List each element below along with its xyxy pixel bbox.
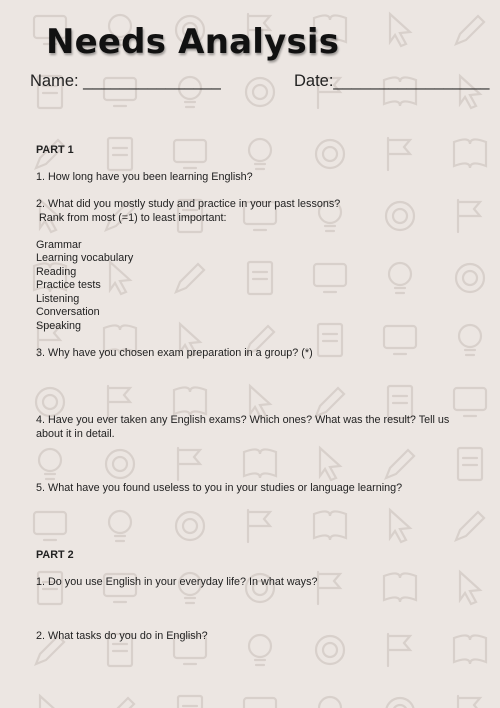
- ranking-option-reading: Reading: [36, 265, 77, 278]
- ranking-option-vocabulary: Learning vocabulary: [36, 252, 134, 264]
- part1-question-4-continued: about it in detail.: [36, 427, 115, 440]
- part1-heading: PART 1: [36, 144, 74, 156]
- part2-heading: PART 2: [36, 549, 74, 561]
- name-field[interactable]: Name: _______________: [30, 72, 221, 90]
- part2-question-1: 1. Do you use English in your everyday life? In what ways?: [36, 576, 318, 588]
- ranking-option-grammar: Grammar: [36, 238, 82, 251]
- part1-question-4: 4. Have you ever taken any English exams? Which ones? What was the result? Tell us: [36, 414, 450, 426]
- ranking-options-list: [36, 239, 133, 334]
- part1-question-2-instruction: Rank from most (=1) to least important:: [36, 211, 227, 224]
- part2-question-2: 2. What tasks do you do in English?: [36, 630, 208, 642]
- part1-question-1: 1. How long have you been learning English?: [36, 171, 253, 183]
- ranking-option-practice-tests: Practice tests: [36, 279, 101, 291]
- page-title: Needs Analysis: [46, 22, 340, 62]
- ranking-option-listening: Listening: [36, 292, 80, 305]
- part1-question-5: 5. What have you found useless to you in your studies or language learning?: [36, 481, 403, 494]
- part1-question-3: 3. Why have you chosen exam preparation in a group? (*): [36, 346, 313, 359]
- ranking-option-speaking: Speaking: [36, 319, 82, 332]
- date-field[interactable]: Date:_________________: [294, 72, 490, 90]
- ranking-option-conversation: Conversation: [36, 306, 100, 318]
- part1-question-2: 2. What did you mostly study and practice in your past lessons?: [36, 198, 341, 210]
